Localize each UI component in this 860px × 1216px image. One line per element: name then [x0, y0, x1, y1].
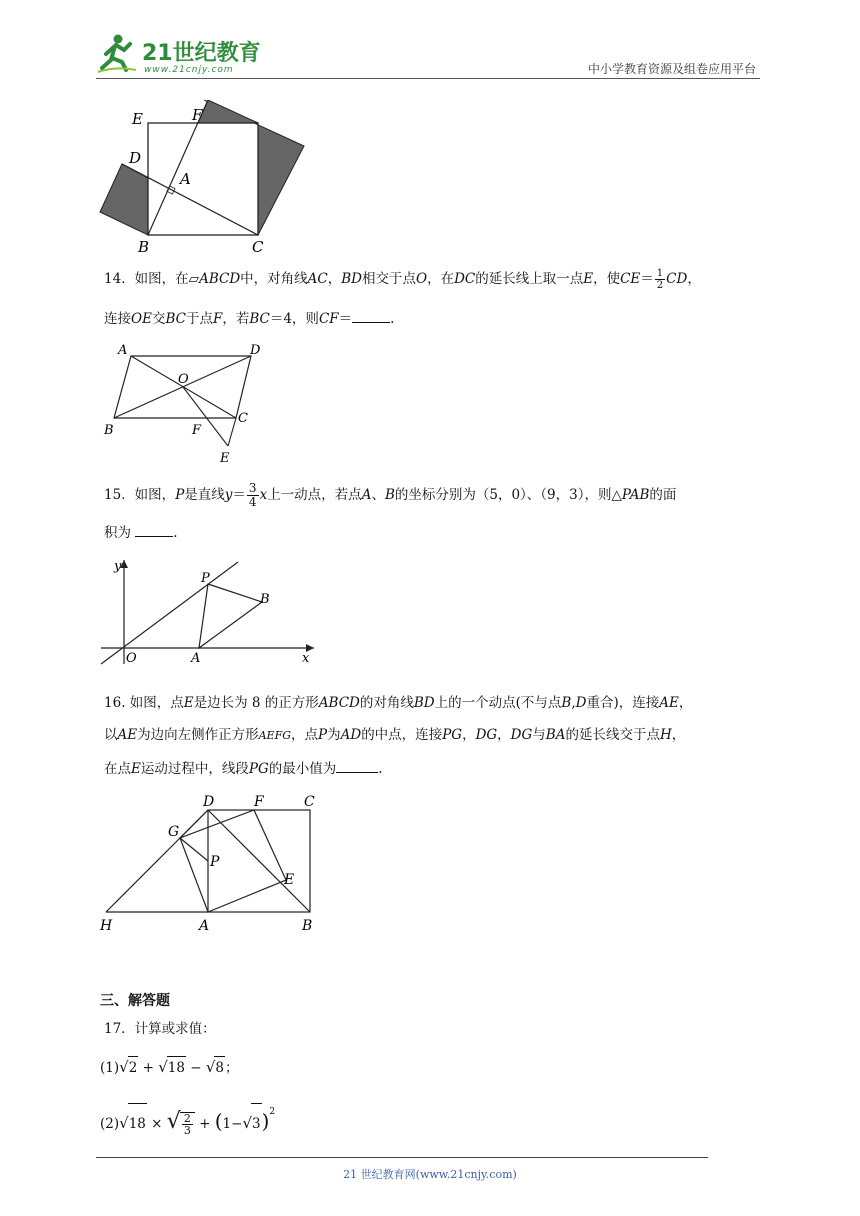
label-a: A [199, 918, 210, 934]
label-b: B [302, 918, 313, 934]
square-ebcf [148, 123, 258, 235]
figure-16 [96, 790, 326, 944]
question-17-part-2: (2)√18 × √ $\frac{2}{3}$ + $(1-√3)^2$ [100, 1092, 275, 1132]
line-oe [183, 387, 228, 446]
fraction-three-quarters: $\frac{3}{4}$ [248, 481, 257, 509]
label-c: C [252, 238, 264, 256]
question-16-line-2: 以AE为边向左侧作正方形AEFG，点P为AD的中点，连接PG，DG，DG与BA的延长线交于点H， [104, 727, 686, 743]
label-e: E [220, 451, 230, 466]
question-17-title: 17．计算或求值： [104, 1021, 216, 1037]
diagonal-bd [114, 356, 251, 418]
label-p: P [210, 854, 220, 870]
label-d: D [250, 343, 261, 358]
header-divider [96, 78, 760, 79]
footer-text[interactable]: 21 世纪教育网(www.21cnjy.com) [343, 1168, 517, 1181]
label-f: F [192, 423, 202, 438]
logo-text: 21世纪教育 [142, 41, 261, 66]
question-15-line-2: 积为 . [104, 522, 178, 544]
triangle-pab [199, 584, 262, 648]
platform-name: 中小学教育资源及组卷应用平台 [587, 62, 756, 76]
question-16-line-3: 在点E运动过程中，线段PG的最小值为 . [104, 758, 383, 780]
label-c: C [304, 794, 315, 810]
label-y: y [114, 559, 122, 574]
label-x: x [302, 651, 310, 666]
label-a: A [191, 651, 201, 666]
answer-blank-15 [135, 522, 173, 537]
fraction-one-half: $\frac{1}{2}$ [656, 268, 664, 291]
left-shaded-square [100, 164, 148, 235]
runner-logo-icon [98, 35, 136, 73]
label-a: A [180, 170, 191, 188]
question-16-line-1: 16. 如图，点E是边长为 8 的正方形ABCD的对角线BD上的一个动点(不与点B,D重合)，连接AE， [104, 695, 693, 711]
label-a: A [118, 343, 128, 358]
label-g: G [168, 824, 180, 840]
question-17-part-1: (1)√2 + √18 − √8； [100, 1056, 239, 1079]
question-14-line-1: 14．如图，在▱ABCD中，对角线AC，BD相交于点O，在DC的延长线上取一点E，使CE＝ $\frac{1}{2}$ CD， [104, 268, 701, 291]
answer-blank-14 [352, 308, 390, 323]
label-h: H [100, 918, 113, 934]
footer-divider [96, 1157, 708, 1158]
logo-url: www.21cnjy.com [144, 65, 234, 75]
question-15-line-1: 15．如图，P是直线y＝ $\frac{3}{4}$ x上一动点，若点A、B的坐标分别为（5，0）、（9，3），则△PAB的面 [104, 481, 677, 509]
label-b: B [104, 423, 114, 438]
diagonal-bd [208, 810, 310, 912]
label-f: F [192, 106, 203, 124]
answer-blank-16 [336, 758, 378, 773]
label-o: O [178, 372, 189, 387]
figure-15 [96, 556, 321, 672]
label-o: O [126, 651, 137, 666]
label-d: D [203, 794, 215, 810]
question-14-line-2: 连接OE交BC于点F，若BC＝4，则CF＝ . [104, 308, 394, 330]
square-aefg [180, 810, 286, 912]
line-y-3-4-x [101, 562, 238, 664]
figure-14 [96, 338, 266, 470]
label-p: P [201, 571, 210, 586]
label-e: E [132, 110, 143, 128]
segment-dg [180, 810, 208, 838]
label-b: B [260, 592, 270, 607]
extension-ce [228, 418, 236, 446]
label-b: B [138, 238, 150, 256]
section-heading-3: 三、解答题 [100, 993, 170, 1009]
label-f: F [254, 794, 264, 810]
site-logo [96, 30, 266, 76]
figure-13 [96, 100, 311, 264]
label-c: C [238, 411, 248, 426]
label-e: E [284, 872, 295, 888]
label-d: D [129, 149, 142, 167]
